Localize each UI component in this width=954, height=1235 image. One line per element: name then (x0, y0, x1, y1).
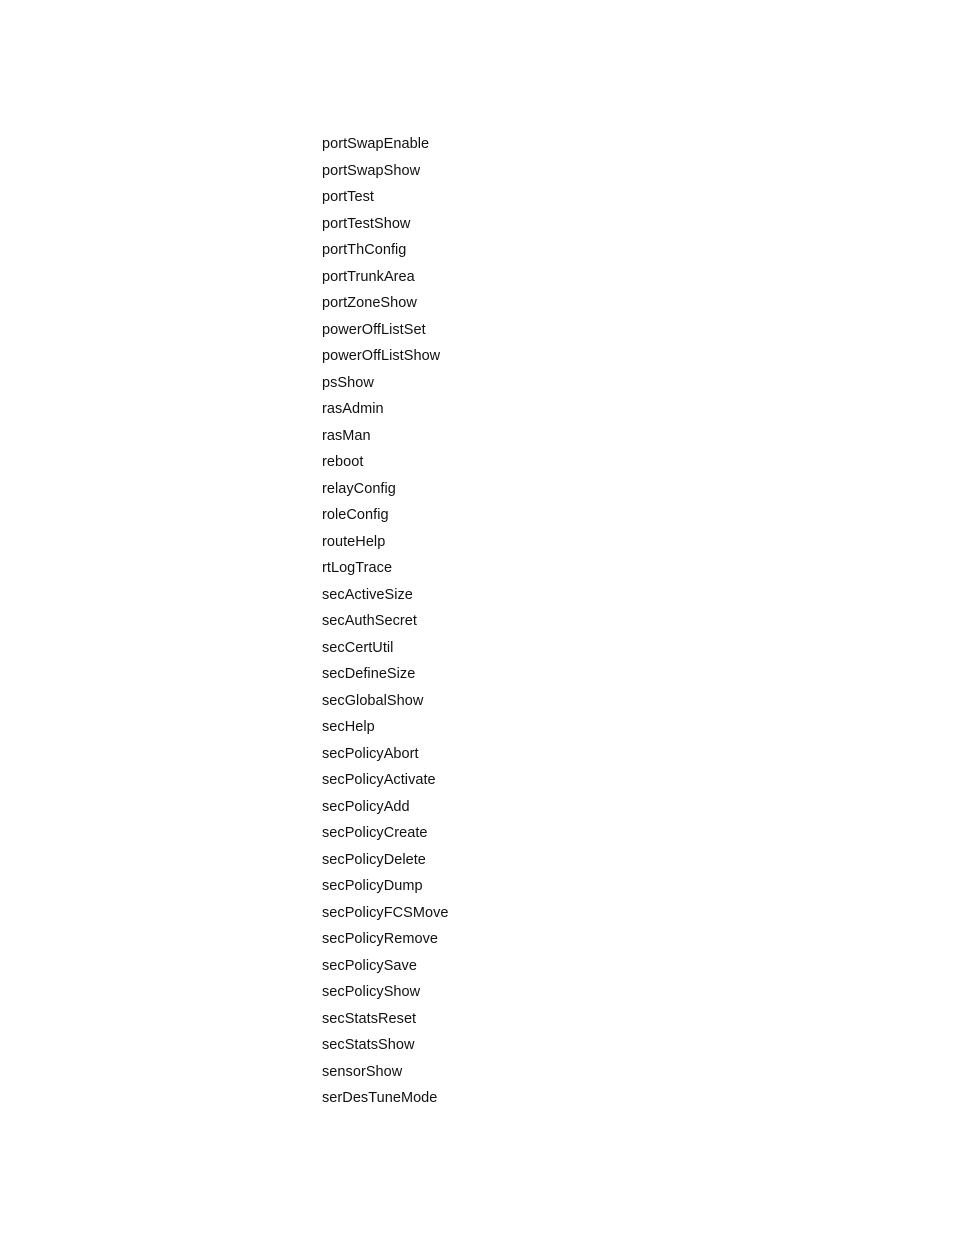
command-item: secPolicySave (322, 957, 417, 974)
command-item: rtLogTrace (322, 560, 393, 576)
command-item: secPolicyRemove (322, 931, 438, 947)
command-list (322, 132, 449, 1113)
command-item: portSwapEnable (322, 136, 430, 152)
command-item: rasMan (322, 427, 371, 444)
command-item: portTestShow (322, 215, 411, 232)
command-item: secAuthSecret (322, 613, 417, 629)
command-item: portTrunkArea (322, 268, 415, 285)
command-item: portThConfig (322, 242, 407, 258)
command-item: secPolicyCreate (322, 825, 428, 841)
command-item: secActiveSize (322, 586, 413, 603)
command-item: sensorShow (322, 1063, 403, 1080)
command-item: secCertUtil (322, 639, 394, 656)
command-item: relayConfig (322, 480, 396, 497)
command-item: portTest (322, 189, 374, 205)
command-item: rasAdmin (322, 401, 384, 417)
command-item: secPolicyAdd (322, 798, 410, 815)
command-item: secHelp (322, 719, 375, 735)
command-item: secPolicyActivate (322, 772, 436, 788)
command-item: secPolicyDump (322, 878, 423, 894)
command-item: secStatsShow (322, 1037, 415, 1053)
command-item: secPolicyAbort (322, 745, 419, 762)
command-item: powerOffListShow (322, 348, 441, 364)
command-item: routeHelp (322, 533, 386, 550)
command-item: powerOffListSet (322, 321, 426, 338)
command-item: roleConfig (322, 507, 389, 523)
command-item: serDesTuneMode (322, 1090, 438, 1106)
command-item: secDefineSize (322, 666, 416, 682)
command-item: portSwapShow (322, 162, 421, 179)
command-item: secPolicyShow (322, 984, 421, 1000)
command-item: portZoneShow (322, 295, 417, 311)
command-item: reboot (322, 454, 364, 470)
command-item: psShow (322, 374, 374, 391)
command-item: secPolicyDelete (322, 851, 426, 868)
command-item: secStatsReset (322, 1010, 417, 1027)
command-item: secGlobalShow (322, 692, 424, 709)
command-item: secPolicyFCSMove (322, 904, 449, 921)
